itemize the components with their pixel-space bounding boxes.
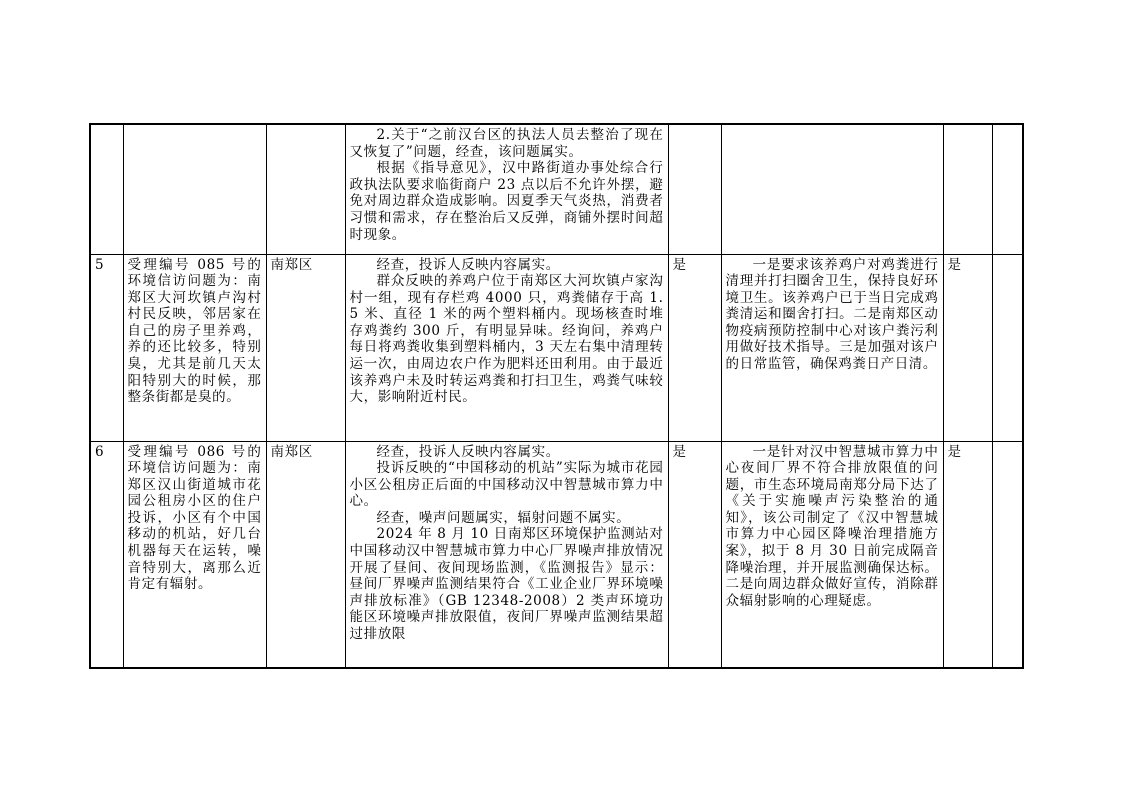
issue-cell: 受理编号 085 号的环境信访问题为：南郑区大河坎镇卢沟村村民反映，邻居家在自己的房子里养鸡，养的还比较多，特别臭，尤其是前几天太阳特别大的时候，那整条街都是臭的。 (123, 254, 266, 441)
table-row (90, 124, 1023, 254)
extra-cell (992, 441, 1023, 668)
issue-cell (123, 124, 266, 254)
row-number: 5 (90, 254, 123, 441)
findings-paragraph: 根据《指导意见》，汉中路街道办事处综合行政执法队要求临街商户 23 点以后不允许外摆，避免对周边群众造成影响。因夏季天气炎热，消费者习惯和需求，存在整治后又反弹，商铺外摆时间超时现象。 (349, 160, 664, 243)
verified-cell: 是 (668, 441, 721, 668)
closed-cell (943, 124, 992, 254)
row-number: 6 (90, 441, 123, 668)
closed-cell: 是 (943, 441, 992, 668)
findings-paragraph: 经查，投诉人反映内容属实。 (376, 443, 560, 460)
findings-paragraph: 经查，噪声问题属实，辐射问题不属实。 (376, 509, 631, 526)
measures-paragraph: 一是要求该养鸡户对鸡粪进行清理并打扫圈舍卫生，保持良好环境卫生。该养鸡户已于当日完成鸡粪清运和圈舍打扫。二是南郑区动物疫病预防控制中心对该户粪污利用做好技术指导。三是加强对该户的日常监管，确保鸡粪日产日清。 (725, 256, 939, 373)
findings-paragraph: 2.关于“之前汉台区的执法人员去整治了现在又恢复了”问题，经查，该问题属实。 (349, 127, 664, 160)
findings-paragraph: 2024 年 8 月 10 日南郑区环境保护监测站对中国移动汉中智慧城市算力中心厂界噪声排放情况开展了昼间、夜间现场监测，《监测报告》显示：昼间厂界噪声监测结果符合《工业企业厂界环境噪声排放标准》（GB 12348-2008）2 类声环境功能区环境噪声排放限值，夜间厂界噪声监测结果超过排放限 (349, 526, 664, 643)
table-row (90, 441, 1023, 668)
findings-cell (345, 124, 668, 254)
district-cell: 南郑区 (266, 441, 345, 668)
complaint-table (89, 123, 1024, 669)
verified-cell (668, 124, 721, 254)
district-cell: 南郑区 (266, 254, 345, 441)
table-row (90, 254, 1023, 441)
measures-cell (721, 254, 943, 441)
measures-paragraph: 一是针对汉中智慧城市算力中心夜间厂界不符合排放限值的问题，市生态环境局南郑分局下达了《关于实施噪声污染整治的通知》，该公司制定了《汉中智慧城市算力中心园区降噪治理措施方案》，拟于 8 月 30 日前完成隔音降噪治理，并开展监测确保达标。二是向周边群众做好宣传，消除群众辐射影响的心理疑虑。 (725, 443, 939, 609)
verified-cell: 是 (668, 254, 721, 441)
measures-cell (721, 441, 943, 668)
findings-paragraph: 经查，投诉人反映内容属实。 (376, 256, 560, 273)
findings-cell (345, 441, 668, 668)
measures-cell (721, 124, 943, 254)
closed-cell: 是 (943, 254, 992, 441)
findings-cell (345, 254, 668, 441)
extra-cell (992, 124, 1023, 254)
findings-paragraph: 投诉反映的“中国移动的机站”实际为城市花园小区公租房正后面的中国移动汉中智慧城市算力中心。 (349, 460, 664, 510)
issue-cell: 受理编号 086 号的环境信访问题为：南郑区汉山街道城市花园公租房小区的住户投诉，小区有个中国移动的机站，好几台机器每天在运转，噪音特别大，离那么近肯定有辐射。 (123, 441, 266, 668)
district-cell (266, 124, 345, 254)
extra-cell (992, 254, 1023, 441)
findings-paragraph: 群众反映的养鸡户位于南郑区大河坎镇卢家沟村一组，现有存栏鸡 4000 只，鸡粪储存于高 1.5 米、直径 1 米的两个塑料桶内。现场核查时堆存鸡粪约 300 斤，有明显异味。经询问，养鸡户每日将鸡粪收集到塑料桶内，3 天左右集中清理转运一次，由周边农户作为肥料还田利用。由于最近该养鸡户未及时转运鸡粪和打扫卫生，鸡粪气味较大，影响附近村民。 (349, 273, 664, 406)
row-number (90, 124, 123, 254)
